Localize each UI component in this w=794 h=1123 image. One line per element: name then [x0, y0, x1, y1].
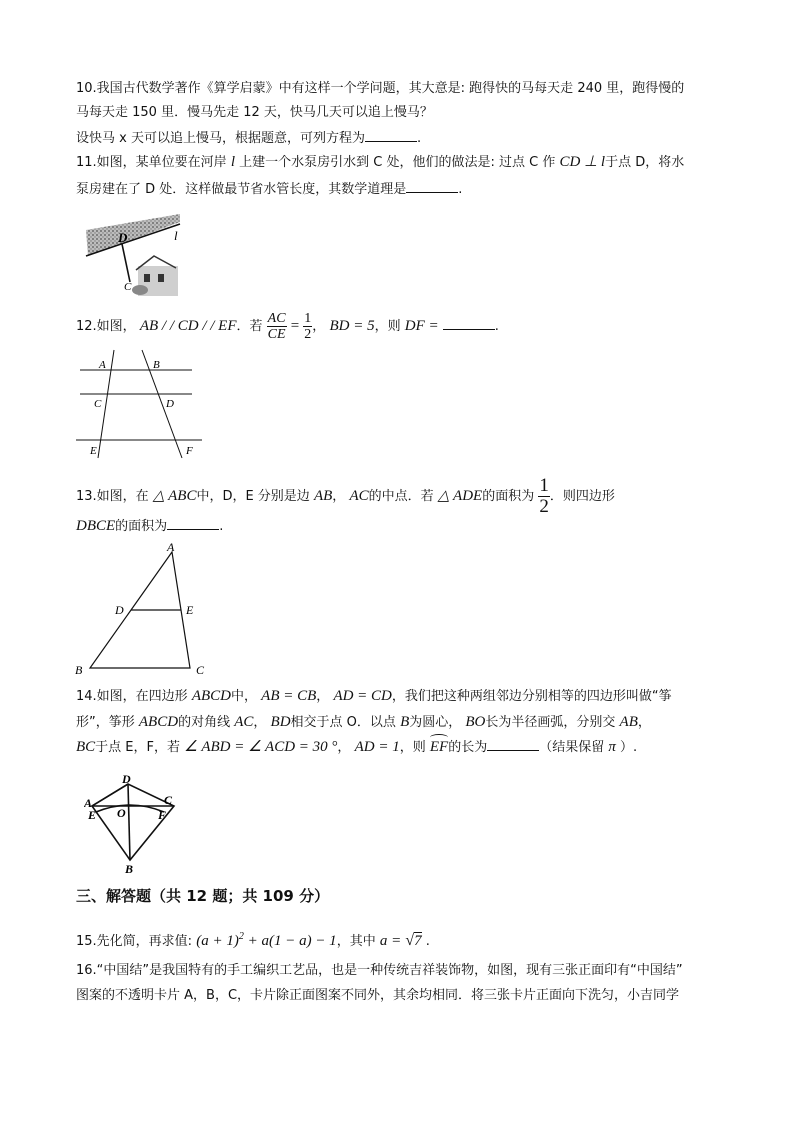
- expr-part: (a + 1): [196, 933, 239, 949]
- q10-line3: [76, 127, 421, 149]
- arc-ef: EF: [429, 739, 449, 755]
- answer-blank[interactable]: [365, 127, 417, 142]
- q11-line2: [76, 178, 462, 200]
- answer-blank[interactable]: [443, 315, 495, 330]
- label-l: l: [174, 228, 178, 243]
- q14-comma: ，: [337, 740, 351, 755]
- q15-line: [76, 927, 430, 952]
- label-b: B: [153, 359, 160, 371]
- sqrt-icon: √: [405, 932, 415, 949]
- q14-angles: ∠ ABD = ∠ ACD = 30 °: [184, 739, 338, 755]
- q14-text-2: 中，: [231, 689, 258, 704]
- label-e: E: [186, 603, 194, 617]
- q15-text-1: 15.先化简，再求值:: [76, 934, 193, 949]
- q13-line1: [76, 476, 615, 517]
- answer-blank[interactable]: [487, 736, 539, 751]
- q15-expression: [196, 933, 336, 949]
- fraction-denominator: CE: [267, 327, 286, 342]
- q12-end: .: [494, 319, 499, 334]
- q14-b: B: [400, 714, 410, 730]
- q14-comma: ，: [637, 715, 651, 730]
- q11-text-1: 11.如图，某单位要在河岸: [76, 155, 227, 170]
- fraction-numerator: AC: [267, 311, 286, 326]
- answer-blank[interactable]: [167, 515, 219, 530]
- q14-line2: [76, 712, 651, 733]
- label-e: E: [90, 445, 97, 457]
- q13-triangle-figure: [72, 538, 212, 678]
- q13-triangle-abc: △ ABC: [152, 488, 197, 504]
- section-title: 三、解答题（共 12 题；共 109 分）: [76, 887, 330, 905]
- q12-bd: BD = 5: [329, 318, 375, 334]
- kite-abcd: [92, 784, 174, 860]
- q11-text-4: 泵房建在了 D 处．这样做最节省水管长度，其数学道理是: [76, 182, 407, 197]
- q13-ac: AC: [349, 488, 369, 504]
- label-a: A: [84, 796, 93, 810]
- q12-text-1: 12.如图，: [76, 319, 136, 334]
- segment-cd: [122, 244, 130, 282]
- q14-ac: AC: [234, 714, 254, 730]
- q14-text-13: ）.: [620, 740, 638, 755]
- label-b: B: [75, 663, 83, 677]
- q15-text-2: ，其中: [336, 934, 376, 949]
- diagonal-bd: [128, 784, 130, 860]
- fraction-numerator: 1: [539, 475, 549, 496]
- q13-line2: [76, 515, 223, 537]
- q15-radicand: 7: [414, 933, 422, 949]
- q12-line: [76, 310, 499, 343]
- q14-comma: ，: [316, 689, 330, 704]
- q13-end: .: [219, 519, 224, 534]
- label-d: D: [122, 772, 131, 786]
- q11-text-3: 于点 D，将水: [605, 155, 685, 170]
- q10-end: .: [416, 131, 422, 146]
- q13-triangle-ade: △ ADE: [437, 488, 483, 504]
- q10-line2: 马每天走 150 里．慢马先走 12 天，快马几天可以追上慢马？: [76, 105, 433, 120]
- label-d: D: [115, 603, 124, 617]
- q11-text-2: 上建一个水泵房引水到 C 处，他们的做法是: 过点 C 作: [239, 155, 556, 170]
- q13-dbce: DBCE: [76, 518, 116, 534]
- riverbank-shape: [86, 214, 180, 256]
- q12-parallel-lines-figure: [74, 346, 204, 461]
- q15-a-eq: a =: [379, 933, 402, 949]
- q11-end: .: [458, 182, 463, 197]
- q12-ratio-fraction: [267, 311, 287, 342]
- q11-cd-perp: CD ⊥ l: [559, 154, 606, 170]
- label-c: C: [164, 793, 173, 807]
- label-o: O: [117, 806, 126, 820]
- label-d: D: [118, 230, 128, 245]
- q16-line2: 图案的不透明卡片 A，B，C，卡片除正面图案不同外，其余均相同．将三张卡片正面向下洗匀，小吉同学: [76, 988, 680, 1003]
- q14-text-5: 的对角线: [178, 715, 231, 730]
- q10-text: 设快马 x 天可以追上慢马，根据题意，可列方程为: [76, 131, 365, 146]
- label-c: C: [124, 281, 132, 293]
- q14-text-1: 14.如图，在四边形: [76, 689, 188, 704]
- q14-text-12: （结果保留: [539, 740, 605, 755]
- q13-half-fraction: [538, 476, 550, 517]
- q13-text-4: 的面积为: [482, 489, 535, 504]
- q11-line1: [76, 152, 684, 173]
- q13-ab: AB: [313, 488, 333, 504]
- equals-sign: =: [290, 318, 300, 334]
- q12-text-3: ，: [312, 319, 326, 334]
- label-a: A: [167, 540, 175, 554]
- label-f: F: [186, 445, 193, 457]
- q12-text-2: ．若: [236, 319, 263, 334]
- label-c: C: [94, 398, 102, 410]
- label-f: F: [158, 808, 167, 822]
- q11-l-symbol: l: [230, 154, 235, 170]
- fraction-numerator: 1: [304, 311, 312, 326]
- q14-ab-cb: AB = CB: [261, 688, 317, 704]
- q12-text-4: ，则: [374, 319, 401, 334]
- q13-text-5: ．则四边形: [549, 489, 615, 504]
- fraction-denominator: 2: [304, 327, 312, 342]
- q12-parallel: AB / / CD / / EF: [139, 318, 237, 334]
- q13-text-1: 13.如图，在: [76, 489, 149, 504]
- q14-kite-figure: [84, 772, 184, 876]
- segment-ad: [92, 784, 128, 806]
- q14-ab: AB: [619, 714, 638, 730]
- q14-text-9: 于点 E，F，若: [95, 740, 180, 755]
- q14-ad-1: AD = 1: [354, 739, 400, 755]
- q10-line1: 10.我国古代数学著作《算学启蒙》中有这样一个学问题，其大意是: 跑得快的马每天走 240 里，跑得慢的: [76, 81, 685, 96]
- label-e: E: [88, 808, 97, 822]
- q12-df: DF =: [404, 318, 439, 334]
- q14-abcd-2: ABCD: [138, 714, 179, 730]
- q14-bc: BC: [76, 739, 96, 755]
- house-icon: [132, 256, 178, 296]
- q14-comma: ，: [253, 715, 267, 730]
- q14-bd: BD: [270, 714, 291, 730]
- q13-text-2: 中，D，E 分别是边: [196, 489, 310, 504]
- exponent: 2: [238, 931, 244, 942]
- q14-text-8: 长为半径画弧，分别交: [485, 715, 616, 730]
- q14-text-7: 为圆心，: [409, 715, 462, 730]
- label-c: C: [196, 663, 205, 677]
- q16-line1: 16.“中国结”是我国特有的手工编织工艺品，也是一种传统吉祥装饰物，如图，现有三张正面印有“中国结”: [76, 963, 683, 978]
- answer-blank[interactable]: [406, 178, 458, 193]
- q14-line3: [76, 736, 637, 758]
- q14-text-3: ，我们把这种两组邻边分别相等的四边形叫做“筝: [391, 689, 672, 704]
- q14-line1: [76, 686, 672, 707]
- q12-half-fraction: [303, 311, 312, 342]
- q14-abcd: ABCD: [191, 688, 231, 704]
- q14-text-11: 的长为: [448, 740, 488, 755]
- q13-comma: ，: [332, 489, 346, 504]
- label-b: B: [125, 862, 134, 876]
- q13-text-6: 的面积为: [115, 519, 168, 534]
- q14-text-6: 相交于点 O．以点: [290, 715, 396, 730]
- label-a: A: [99, 359, 106, 371]
- transversal-bdf: [142, 350, 182, 458]
- q14-ad-cd: AD = CD: [333, 688, 392, 704]
- q14-text-10: ，则: [399, 740, 426, 755]
- label-d: D: [166, 398, 174, 410]
- q15-end: .: [425, 934, 430, 949]
- q13-text-3: 的中点．若: [368, 489, 434, 504]
- q14-pi: π: [608, 739, 616, 755]
- expr-part: + a(1 − a) − 1: [243, 933, 337, 949]
- q11-river-figure: [84, 210, 184, 300]
- q14-bo: BO: [465, 714, 486, 730]
- fraction-denominator: 2: [539, 496, 549, 517]
- q14-text-4: 形”，筝形: [76, 715, 135, 730]
